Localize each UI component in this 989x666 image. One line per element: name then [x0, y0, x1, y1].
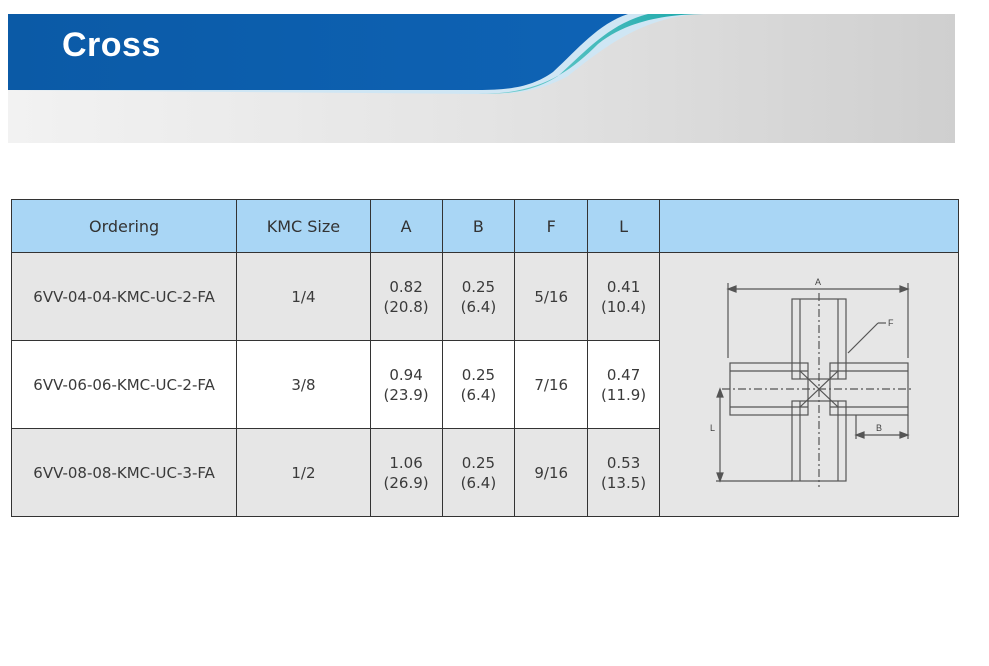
label-b: B [876, 423, 883, 433]
ordering-cell: 6VV-04-04-KMC-UC-2-FA [12, 253, 237, 341]
page-title: Cross [62, 26, 161, 64]
label-f: F [888, 318, 894, 328]
f-cell: 7/16 [515, 341, 588, 429]
l-mm-value: (11.9) [601, 385, 647, 404]
col-diagram [660, 200, 959, 253]
a-cell [370, 253, 442, 341]
f-cell: 9/16 [515, 429, 588, 517]
a-value: 1.06 [389, 453, 423, 472]
b-cell [442, 253, 515, 341]
a-mm-value: (23.9) [383, 385, 429, 404]
size-cell: 1/4 [237, 253, 370, 341]
col-ordering: Ordering [12, 200, 237, 253]
col-b: B [442, 200, 515, 253]
b-mm-value: (6.4) [460, 385, 497, 404]
a-cell [370, 429, 442, 517]
b-value: 0.25 [461, 453, 496, 472]
fitting-spec-table [11, 199, 959, 517]
table-row [12, 253, 959, 341]
l-mm-value: (10.4) [601, 297, 647, 316]
col-l: L [588, 200, 660, 253]
a-value: 0.94 [389, 365, 423, 384]
b-mm-value: (6.4) [460, 473, 497, 492]
cross-diagram-cell [660, 253, 959, 517]
l-cell [588, 429, 660, 517]
l-value: 0.41 [606, 277, 641, 296]
size-cell: 1/2 [237, 429, 370, 517]
a-mm-value: (20.8) [383, 297, 429, 316]
l-value: 0.47 [606, 365, 641, 384]
label-a: A [815, 277, 822, 287]
label-l: L [710, 423, 716, 433]
col-kmc-size: KMC Size [237, 200, 370, 253]
a-cell [370, 341, 442, 429]
b-value: 0.25 [461, 277, 496, 296]
a-value: 0.82 [389, 277, 423, 296]
a-mm-value: (26.9) [383, 473, 429, 492]
f-cell: 5/16 [515, 253, 588, 341]
cross-fitting-diagram [660, 253, 958, 511]
table-header-row [12, 200, 959, 253]
l-value: 0.53 [606, 453, 641, 472]
b-mm-value: (6.4) [460, 297, 497, 316]
b-cell [442, 429, 515, 517]
l-cell [588, 341, 660, 429]
l-mm-value: (13.5) [601, 473, 647, 492]
ordering-cell: 6VV-08-08-KMC-UC-3-FA [12, 429, 237, 517]
col-a: A [370, 200, 442, 253]
col-f: F [515, 200, 588, 253]
b-cell [442, 341, 515, 429]
size-cell: 3/8 [237, 341, 370, 429]
l-cell [588, 253, 660, 341]
ordering-cell: 6VV-06-06-KMC-UC-2-FA [12, 341, 237, 429]
b-value: 0.25 [461, 365, 496, 384]
